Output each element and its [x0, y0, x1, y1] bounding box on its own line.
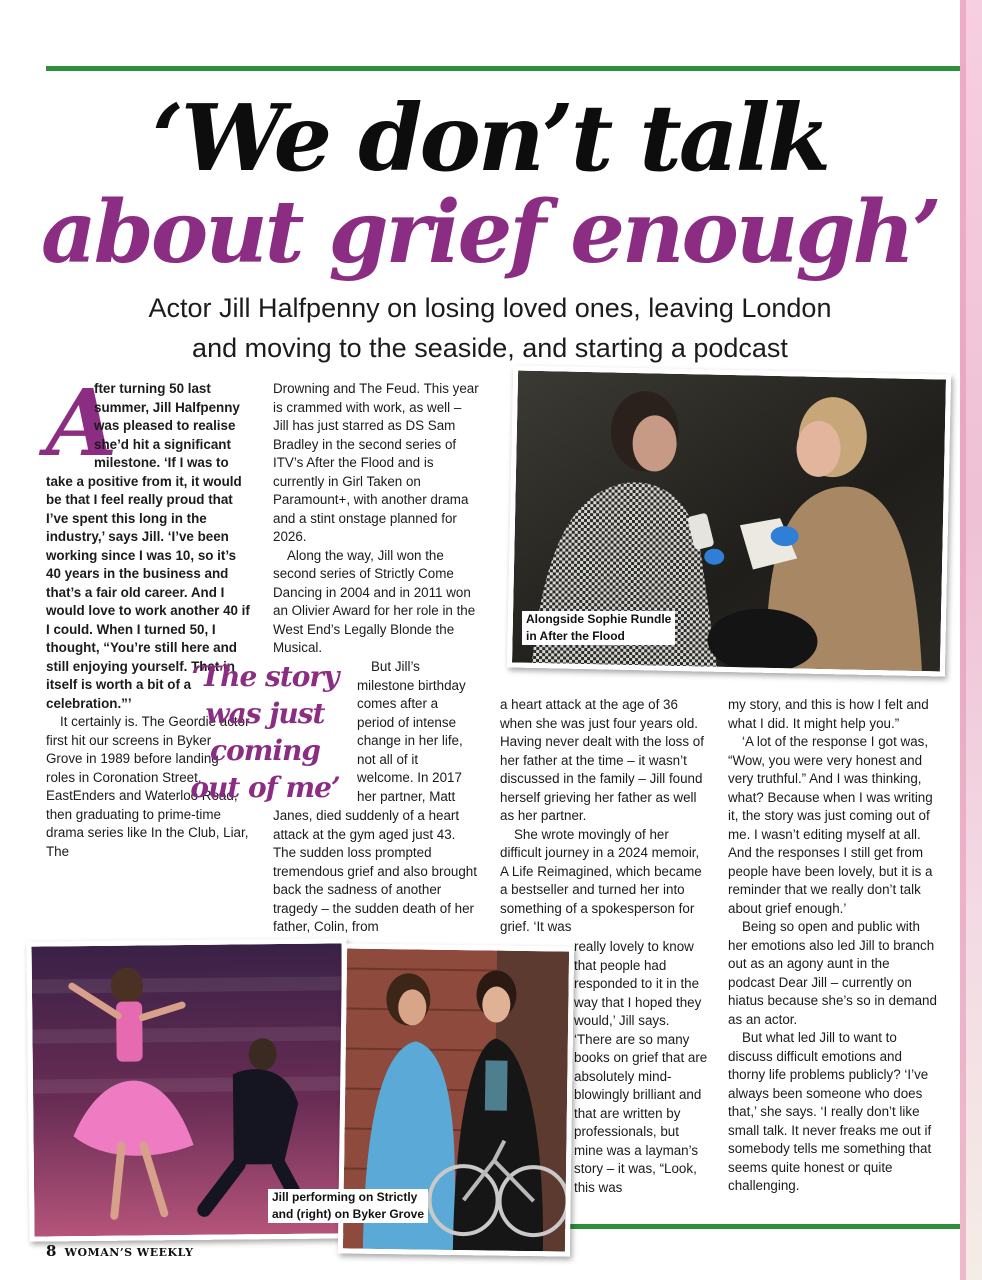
column-3-paragraph-2: She wrote movingly of her difficult journey in a 2024 memoir, A Life Reimagined, which became a bestseller and turned her into something of a spokesperson for grief. ‘It was: [500, 826, 702, 934]
headline-line-1: ‘We don’t talk: [151, 84, 829, 192]
column-3-wrap: [574, 938, 710, 1218]
column-3: [500, 696, 708, 936]
column-2-paragraph-1: Drowning and The Feud. This year is crammed with work, as well – Jill has just starred as DS Sam Bradley in the second series of ITV’s After the Flood and is currently in Girl Taken on Paramount+, with another drama and a stint onstage planned for 2026.: [273, 381, 479, 544]
standfirst: [60, 288, 920, 368]
column-4-paragraph-1: my story, and this is how I felt and what I did. It might help you.”: [728, 697, 929, 731]
column-3-paragraph-1: a heart attack at the age of 36 when she was just four years old. Having never dealt with the loss of her father at the time – it wasn’t discussed in the family – Jill found herself grieving her father as well as her partner.: [500, 697, 704, 823]
page-number: 8: [46, 1242, 57, 1260]
caption-flood-line-1: Alongside Sophie Rundle: [526, 612, 672, 626]
column-4-paragraph-4: But what led Jill to want to discuss difficult emotions and thorny life problems publicly? ‘I’ve always been someone who does that,’ she says. ‘I really don’t like small talk. It never freaks me out if somebody tells me something that seems quite honest or quite challenging.: [728, 1030, 932, 1193]
caption-strictly-line-1: Jill performing on Strictly: [272, 1190, 418, 1204]
column-2-paragraph-3-bottom: Janes, died suddenly of a heart attack at the gym aged just 43. The sudden loss prompted tremendous grief and also brought back the sadness of another tragedy – the sudden death of her father, Colin, from: [273, 808, 477, 934]
pull-quote: ‘The story was just coming out of me’: [190, 660, 340, 804]
standfirst-line-2: and moving to the seaside, and starting a podcast: [192, 333, 788, 363]
column-4: [728, 696, 940, 1221]
headline-line-2: about grief enough’: [41, 182, 939, 283]
standfirst-line-1: Actor Jill Halfpenny on losing loved ones, leaving London: [148, 293, 832, 323]
column-1-paragraph-2: It certainly is. The Geordie actor first hit our screens in Byker Grove in 1989 before landing roles in Coronation Street, EastEnders and Waterloo Road, then graduating to prime-time drama series like In the Club, Liar, The: [46, 714, 250, 859]
bottom-rule: [560, 1224, 960, 1229]
drop-cap: A: [46, 369, 118, 477]
adjacent-page-strip: [960, 0, 982, 1280]
column-2: [273, 380, 479, 665]
top-rule: [46, 66, 960, 71]
column-2-wrap-bottom: [273, 807, 479, 937]
column-2-paragraph-2: Along the way, Jill won the second series of Strictly Come Dancing in 2004 and in 2011 won an Olivier Award for her role in the West End’s Legally Blonde the Musical.: [273, 547, 476, 655]
strictly-byker-caption: [268, 1189, 428, 1223]
column-4-paragraph-3: Being so open and public with her emotions also led Jill to branch out as an agony aunt in the podcast Dear Jill – currently on hiatus because she’s so in demand as an actor.: [728, 919, 937, 1027]
magazine-name: WOMAN’S WEEKLY: [64, 1246, 194, 1259]
column-2-paragraph-3-top: But Jill’s milestone birthday comes after a period of intense change in her life, not all of it welcome. In 2017 her partner, Matt: [357, 659, 466, 804]
caption-flood-line-2: in After the Flood: [526, 629, 625, 643]
column-2-wrap-top: [357, 658, 477, 806]
intro-text: fter turning 50 last summer, Jill Halfpenny was pleased to realise she’d hit a significant milestone. ‘If I was to take a positive from it, it would be that I feel really proud that I’ve spent this long in the industry,’ says Jill. ‘I’ve been working since I was 10, so it’s 40 years in the business and that’s a fair old career. And I would love to work another 40 if I could. When I turned 50, I thought, “You’re still here and still enjoying yourself. That in itself is worth a bit of a celebration.”’: [46, 381, 250, 711]
caption-strictly-line-2: and (right) on Byker Grove: [272, 1207, 425, 1221]
after-the-flood-caption: [522, 611, 675, 645]
folio: [46, 1242, 194, 1260]
column-4-paragraph-2: ‘A lot of the response I got was, “Wow, you were very honest and very truthful.” And I was thinking, what? Because when I was writing it, the story was just coming out of me. I wasn’t editing myself at all. And the responses I still get from people have been lovely, but it is a reminder that we really don’t talk about grief enough.’: [728, 734, 933, 916]
column-3-paragraph-3: really lovely to know that people had responded to it in the way that I hoped they would,’ Jill says. ‘There are so many books on grief that are absolutely mind-blowingly brilliant and that are written by professionals, but mine was a layman’s story – it was, “Look, this was: [574, 939, 708, 1195]
